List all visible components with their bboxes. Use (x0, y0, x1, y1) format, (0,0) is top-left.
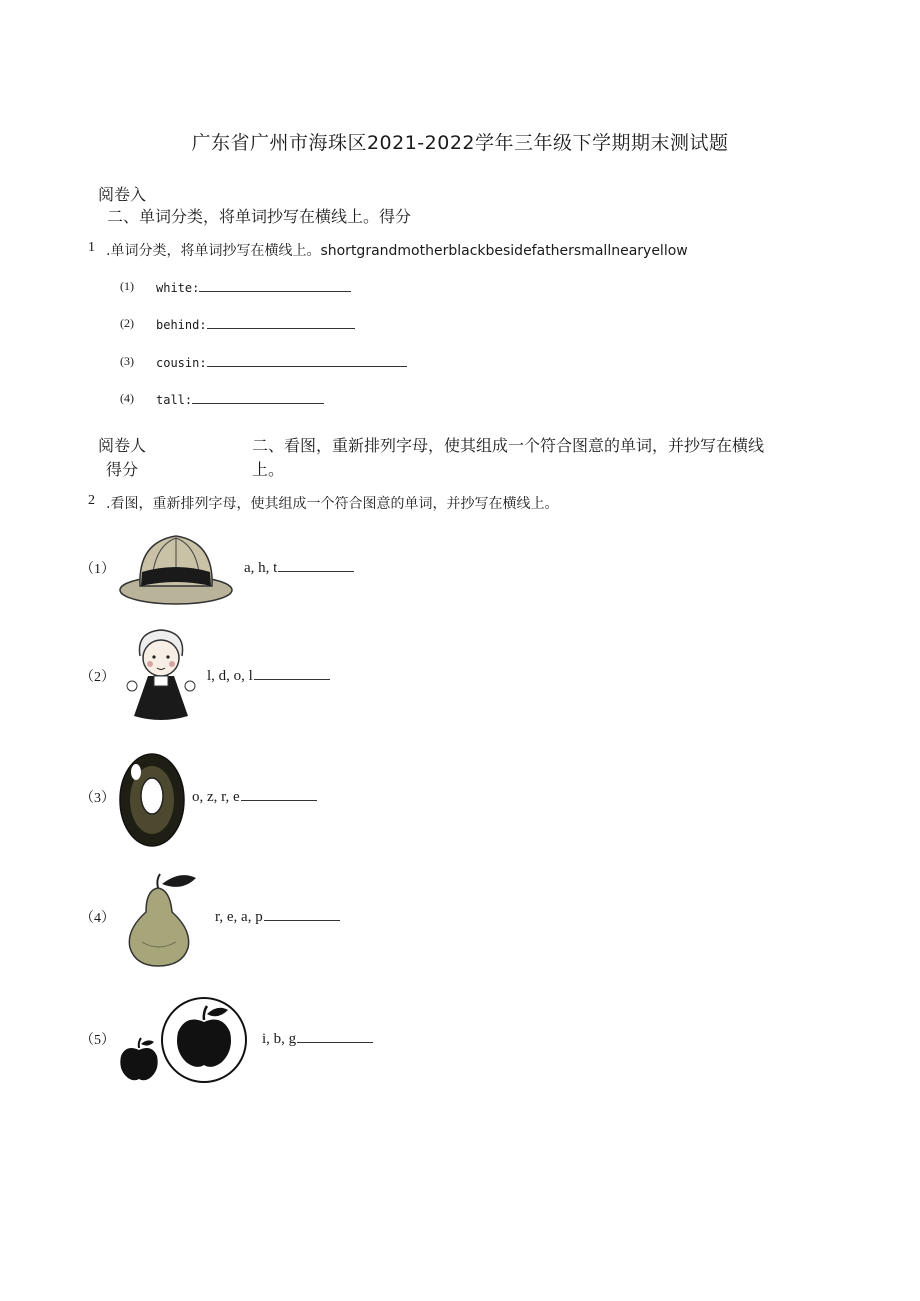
doll-icon (122, 628, 200, 724)
letters-row (244, 558, 354, 577)
question-text: .看图，重新排列字母，使其组成一个符合图意的单词，并抄写在横线上。 (106, 496, 559, 512)
score-label: 得分 (106, 460, 139, 479)
big-apple-icon (160, 996, 248, 1084)
answer-blank[interactable] (278, 558, 354, 572)
answer-blank[interactable] (199, 279, 351, 292)
section-heading: 二、看图，重新排列字母，使其组成一个符合图意的单词，并抄写在横线 (252, 436, 765, 455)
item-row (156, 316, 355, 332)
hat-icon (118, 532, 236, 606)
question-text-cn: .单词分类，将单词抄写在横线上。shortgrandmotherblackbesidefathersmallnearyellow (106, 243, 688, 259)
item-number: (1) (120, 279, 134, 293)
page-title: 广东省广州市海珠区2021-2022学年三年级下学期期末测试题 (191, 132, 729, 154)
scrambled-letters: r, e, a, p (215, 909, 263, 925)
small-apple-icon (118, 1038, 160, 1082)
item-number: （1） (80, 562, 115, 577)
item-row (156, 354, 407, 370)
answer-blank[interactable] (207, 354, 407, 367)
letters-row (262, 1029, 373, 1048)
answer-blank[interactable] (241, 787, 317, 801)
zero-icon (118, 752, 186, 848)
answer-blank[interactable] (192, 391, 324, 404)
item-number: (3) (120, 354, 134, 368)
letters-row (207, 666, 330, 685)
scrambled-letters: l, d, o, l (207, 668, 253, 684)
letters-row (192, 787, 317, 806)
scrambled-letters: a, h, t (244, 560, 278, 576)
scrambled-letters: i, b, g (262, 1031, 297, 1047)
section-heading-cont: 上。 (252, 460, 285, 479)
answer-blank[interactable] (297, 1029, 373, 1043)
item-number: (4) (120, 391, 134, 405)
item-number: （2） (80, 670, 115, 685)
answer-blank[interactable] (207, 316, 355, 329)
scrambled-letters: o, z, r, e (192, 789, 240, 805)
item-label: behind: (156, 318, 207, 332)
item-label: tall: (156, 393, 193, 407)
item-row (156, 391, 324, 407)
question-number: 1 (88, 240, 95, 255)
reviewer-label: 阅卷入 (98, 185, 147, 204)
answer-blank[interactable] (264, 907, 340, 921)
item-number: （4） (80, 911, 115, 926)
pear-icon (122, 872, 200, 968)
letters-row (215, 907, 340, 926)
section-heading: 二、单词分类，将单词抄写在横线上。得分 (107, 207, 412, 226)
item-number: (2) (120, 316, 134, 330)
item-number: （3） (80, 791, 115, 806)
item-row (156, 279, 351, 295)
item-number: （5） (80, 1033, 115, 1048)
item-label: cousin: (156, 356, 207, 370)
answer-blank[interactable] (254, 666, 330, 680)
item-label: white: (156, 281, 200, 295)
question-number: 2 (88, 493, 95, 508)
question-text (106, 240, 688, 260)
reviewer-label: 阅卷人 (98, 436, 147, 455)
